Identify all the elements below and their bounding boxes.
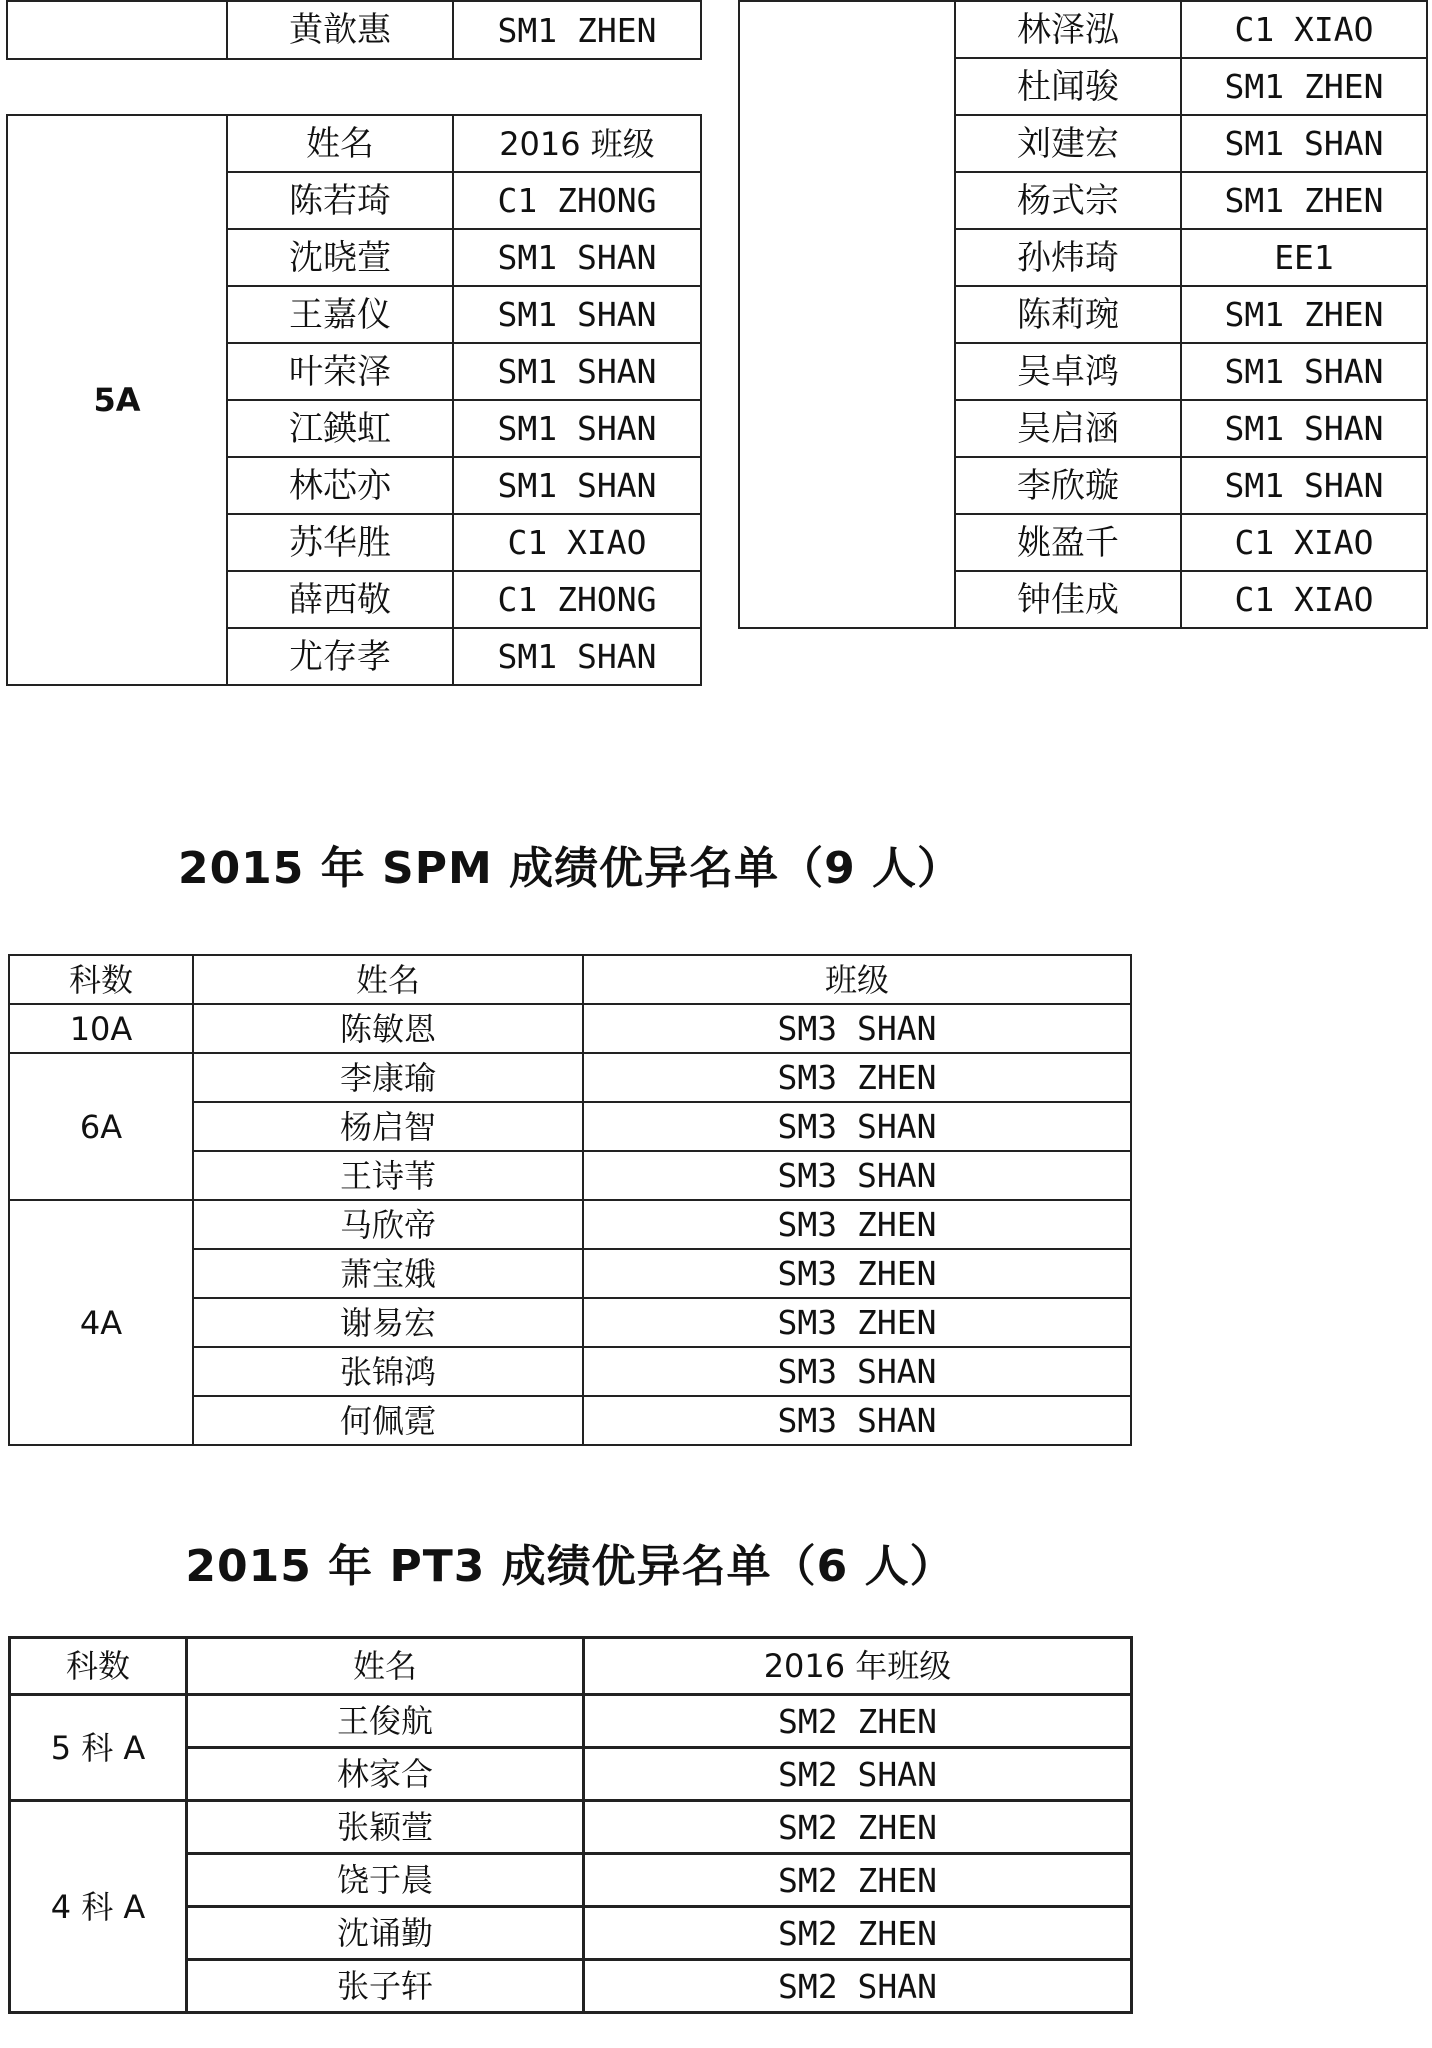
grade-cell: 4 科 A [10,1801,187,2013]
name-cell: 林芯亦 [227,457,453,514]
name-cell: 薛西敬 [227,571,453,628]
pt3-table [8,1636,1133,2014]
name-cell: 陈莉琬 [955,286,1181,343]
header-class: 班级 [583,955,1131,1004]
class-cell: SM2 SHAN [584,1960,1132,2013]
name-cell: 江鍈虹 [227,400,453,457]
table-row [10,1695,1132,1748]
class-cell: SM3 SHAN [583,1004,1131,1053]
table-row [9,1053,1131,1102]
class-cell: C1 XIAO [1181,1,1427,58]
grade-cell-empty [7,1,227,59]
class-cell: C1 XIAO [1181,514,1427,571]
header-subjects: 科数 [9,955,193,1004]
name-cell: 马欣帝 [193,1200,583,1249]
class-cell: SM1 ZHEN [1181,286,1427,343]
name-cell: 谢易宏 [193,1298,583,1347]
class-cell: C1 XIAO [1181,571,1427,628]
class-cell: SM1 ZHEN [1181,172,1427,229]
table-row [10,1801,1132,1854]
table-gap [7,59,701,115]
class-cell: SM2 ZHEN [584,1907,1132,1960]
name-cell: 张子轩 [187,1960,584,2013]
table-row [739,1,1427,58]
pt3-title: 2015 年 PT3 成绩优异名单（6 人） [185,1541,955,1592]
class-cell: SM3 ZHEN [583,1249,1131,1298]
name-cell: 刘建宏 [955,115,1181,172]
name-cell: 杜闻骏 [955,58,1181,115]
class-cell: SM1 SHAN [1181,457,1427,514]
name-cell: 李康瑜 [193,1053,583,1102]
name-cell: 黄歆惠 [227,1,453,59]
header-name: 姓名 [187,1638,584,1695]
class-cell: SM1 SHAN [453,628,701,685]
table-row [9,1004,1131,1053]
table-row [9,1200,1131,1249]
name-cell: 王诗苇 [193,1151,583,1200]
name-cell: 张颖萱 [187,1801,584,1854]
name-cell: 李欣璇 [955,457,1181,514]
name-cell: 孙炜琦 [955,229,1181,286]
header-name: 姓名 [193,955,583,1004]
header-class: 2016 年班级 [584,1638,1132,1695]
name-cell: 沈晓萱 [227,229,453,286]
class-cell: SM1 SHAN [453,286,701,343]
name-cell: 何佩霓 [193,1396,583,1445]
grade-cell: 10A [9,1004,193,1053]
name-cell: 萧宝娥 [193,1249,583,1298]
class-cell: SM1 SHAN [453,229,701,286]
class-cell: C1 ZHONG [453,172,701,229]
name-cell: 陈若琦 [227,172,453,229]
header-class: 2016 班级 [453,115,701,172]
class-cell: SM1 SHAN [1181,400,1427,457]
class-cell: SM3 ZHEN [583,1200,1131,1249]
name-cell: 陈敏恩 [193,1004,583,1053]
grade-cell: 4A [9,1200,193,1445]
grade-cell: 5 科 A [10,1695,187,1801]
class-cell: SM3 SHAN [583,1102,1131,1151]
name-cell: 王俊航 [187,1695,584,1748]
name-cell: 张锦鸿 [193,1347,583,1396]
name-cell: 林泽泓 [955,1,1181,58]
class-cell: SM2 ZHEN [584,1854,1132,1907]
name-cell: 姚盈千 [955,514,1181,571]
table-header-row [9,955,1131,1004]
class-cell: C1 ZHONG [453,571,701,628]
class-cell: SM2 SHAN [584,1748,1132,1801]
spm-title: 2015 年 SPM 成绩优异名单（9 人） [177,843,963,894]
name-cell: 杨启智 [193,1102,583,1151]
class-cell: SM1 SHAN [453,400,701,457]
class-cell: SM3 ZHEN [583,1298,1131,1347]
name-cell: 吴启涵 [955,400,1181,457]
class-cell: SM1 SHAN [1181,115,1427,172]
class-cell: SM1 ZHEN [453,1,701,59]
class-cell: SM1 SHAN [453,343,701,400]
name-cell: 林家合 [187,1748,584,1801]
header-subjects: 科数 [10,1638,187,1695]
top-right-table [738,0,1428,629]
grade-cell: 5A [7,115,227,685]
header-name: 姓名 [227,115,453,172]
class-cell: SM3 SHAN [583,1347,1131,1396]
table-row [7,1,701,59]
name-cell: 杨式宗 [955,172,1181,229]
class-cell: SM3 ZHEN [583,1053,1131,1102]
spm-table [8,954,1132,1446]
table-header-row [7,115,701,172]
name-cell: 叶荣泽 [227,343,453,400]
class-cell: SM1 ZHEN [1181,58,1427,115]
table-header-row [10,1638,1132,1695]
top-left-table [6,0,702,686]
name-cell: 王嘉仪 [227,286,453,343]
name-cell: 沈诵勤 [187,1907,584,1960]
class-cell: SM2 ZHEN [584,1801,1132,1854]
grade-cell: 6A [9,1053,193,1200]
class-cell: SM1 SHAN [1181,343,1427,400]
class-cell: SM3 SHAN [583,1396,1131,1445]
name-cell: 尤存孝 [227,628,453,685]
name-cell: 饶于晨 [187,1854,584,1907]
name-cell: 吴卓鸿 [955,343,1181,400]
name-cell: 苏华胜 [227,514,453,571]
class-cell: SM1 SHAN [453,457,701,514]
class-cell: SM2 ZHEN [584,1695,1132,1748]
grade-cell-empty [739,1,955,628]
class-cell: C1 XIAO [453,514,701,571]
class-cell: SM3 SHAN [583,1151,1131,1200]
class-cell: EE1 [1181,229,1427,286]
name-cell: 钟佳成 [955,571,1181,628]
